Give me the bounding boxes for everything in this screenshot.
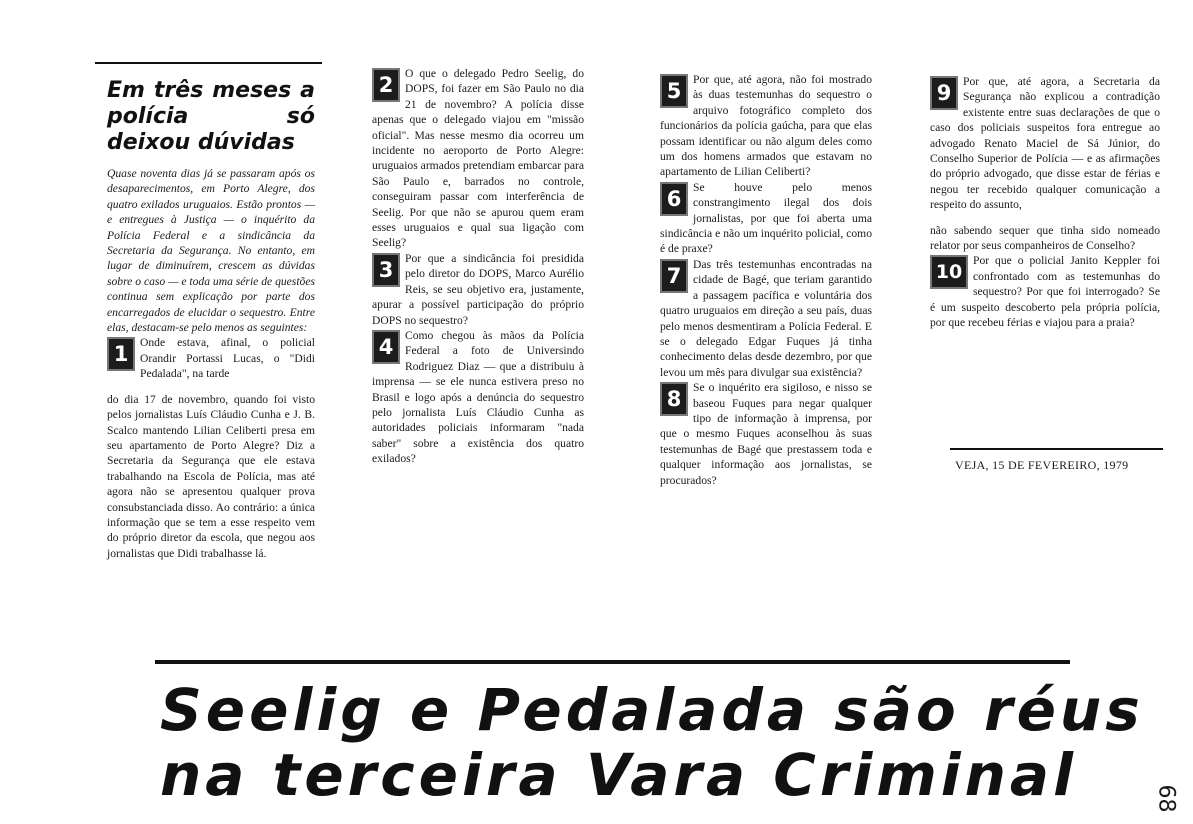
question-text: Por que o policial Janito Keppler foi confrontado com as testemunhas do sequestro? Por que foi interrogado? Se é um suspeito descoberto pela própria polícia, por que recebeu férias e viajou para a praia?: [930, 254, 1160, 330]
question-8: [660, 380, 872, 488]
question-7: [660, 257, 872, 380]
bottom-headline-rule: [155, 660, 1070, 664]
question-2: [372, 66, 584, 251]
number-badge: 1: [107, 337, 135, 371]
column-4: [930, 74, 1160, 331]
question-text: Por que, até agora, a Secretaria da Segurança não explicou a contradição existente entre suas declarações de que o caso dos policiais suspeitos fora entregue ao advogado Renato Maciel de Sá Júnior, do Conselho Superior de Polícia — e as afirmações do próprio advogado, que disse estar de férias e negou ter recebido qualquer comunicação a respeito do assunto,: [930, 75, 1160, 212]
number-badge: 6: [660, 182, 688, 216]
question-text: Por que a sindicância foi presidida pelo diretor do DOPS, Marco Aurélio Reis, se seu objetivo era, justamente, apurar a possível participação do próprio DOPS no sequestro?: [372, 251, 584, 327]
number-badge: 9: [930, 76, 958, 110]
column-2: [372, 66, 584, 467]
question-text: Das três testemunhas encontradas na cidade de Bagé, que teriam garantido a passagem pacífica e voluntária dos quatro uruguaios em direção a seu país, duas pelo menos desmentiram a Polícia Federal. E se o delegado Edgar Fuques já tinha conhecimento delas desde dezembro, por que levou um mês para divulgar sua existência?: [660, 257, 872, 379]
number-badge: 5: [660, 74, 688, 108]
column-3: [660, 72, 872, 488]
big-headline-line-2: na terceira Vara Criminal: [160, 741, 1077, 809]
intro-paragraph: Quase noventa dias já se passaram após os desaparecimentos, em Porto Alegre, dos quatro exilados uruguaios. Estão prontos — e entregues à Justiça — o inquérito da Polícia Federal e a sindicância da Secretaria da Segurança. No entanto, em lugar de diminuírem, crescem as dúvidas sobre o caso — e toda uma série de questões continua sem explicação por parte dos encarregados de elucidar o sequestro. Entre elas, destacam-se pelo menos as seguintes:: [107, 167, 315, 335]
question-text: Por que, até agora, não foi mostrado às duas testemunhas do sequestro o arquivo fotográfico completo dos funcionários da polícia gaúcha, para que elas possam identificar ou não algum deles como um dos homens armados que estavam no apartamento de Lilian Celiberti?: [660, 73, 872, 179]
question-9: [930, 74, 1160, 213]
question-4: [372, 328, 584, 467]
page-number: 68: [1153, 784, 1179, 813]
number-badge: 7: [660, 259, 688, 293]
column-1: [107, 78, 315, 561]
publication-credit: VEJA, 15 DE FEVEREIRO, 1979: [955, 458, 1129, 472]
number-badge: 2: [372, 68, 400, 102]
big-headline-line-1: Seelig e Pedalada são réus: [160, 676, 1144, 744]
credit-rule: [950, 448, 1163, 450]
question-1-continued: do dia 17 de novembro, quando foi visto pelos jornalistas Luís Cláudio Cunha e J. B. Scalco mantendo Lilian Celiberti presa em seu apartamento de Porto Alegre? Diz a Secretaria da Segurança que ele estava trabalhando na Escola de Polícia, mas até agora não se apresentou qualquer prova consubstanciada disso. Ao contrário: a única informação que se tem a esse respeito vem do próprio diretor da escola, que negou aos jornalistas que Didi trabalhasse lá.: [107, 392, 315, 560]
question-text: Como chegou às mãos da Polícia Federal a foto de Universindo Rodriguez Diaz — que a distribuiu à imprensa — se ele nunca estivera preso no Brasil e logo após a denúncia do sequestro pelo jornalista Luís Cláudio Cunha as autoridades policiais informaram "nada saber" sobre a existência dos quatro exilados?: [372, 328, 584, 466]
question-text: O que o delegado Pedro Seelig, do DOPS, foi fazer em São Paulo no dia 21 de novembro? A polícia disse apenas que o delegado viajou em "missão oficial". Mas nesse mesmo dia ocorreu um incidente no aeroporto de Porto Alegre: uruguaios armados pretendiam embarcar para São Paulo e, barrados no controle, conseguiram passar com interferência de Seelig. Por que não se apurou quem eram esses uruguaios e qual sua ligação com Seelig?: [372, 67, 584, 250]
number-badge: 3: [372, 253, 400, 287]
question-text: Se o inquérito era sigiloso, e nisso se baseou Fuques para negar qualquer tipo de informação à imprensa, por que o mesmo Fuques aconselhou às suas testemunhas de Bagé que prestassem toda e qualquer informação aos jornalistas, se procurados?: [660, 381, 872, 487]
question-5: [660, 72, 872, 180]
number-badge: 8: [660, 382, 688, 416]
top-rule-col1: [95, 62, 322, 64]
question-text: Se houve pelo menos constrangimento ilegal dos dois jornalistas, por que foi aberta uma sindicância e não um inquérito policial, como é de praxe?: [660, 180, 872, 256]
article-headline: Em três meses a polícia só deixou dúvidas: [107, 78, 315, 155]
question-9-continued: não sabendo sequer que tinha sido nomeado relator por seus companheiros de Conselho?: [930, 223, 1160, 253]
number-badge: 10: [930, 255, 968, 289]
number-badge: 4: [372, 330, 400, 364]
question-3: [372, 251, 584, 328]
question-1: [107, 335, 315, 381]
question-6: [660, 180, 872, 257]
question-10: [930, 253, 1160, 330]
question-text: Onde estava, afinal, o policial Orandir Portassi Lucas, o "Didi Pedalada", na tarde: [140, 336, 315, 381]
